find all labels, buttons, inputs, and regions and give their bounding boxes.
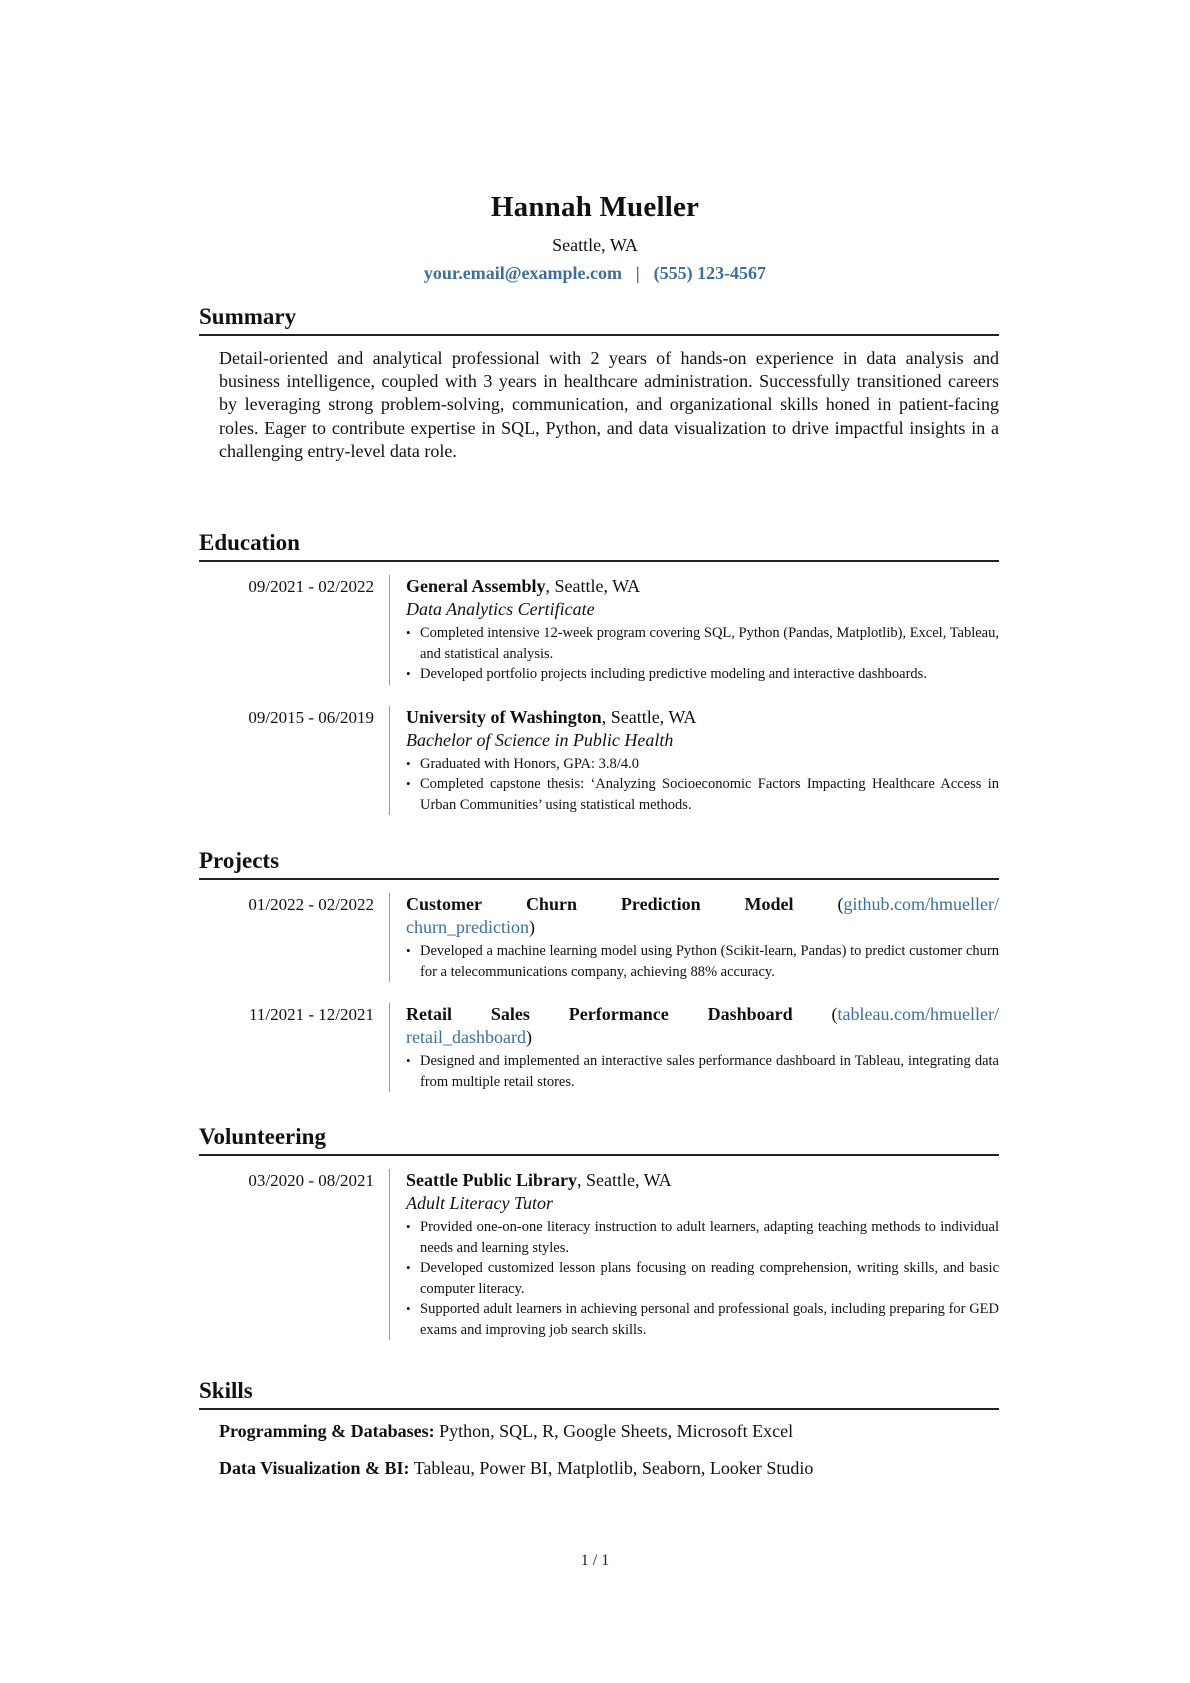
entry-body [390, 893, 999, 982]
section-title-projects: Projects [199, 847, 999, 880]
entry-role: Adult Literacy Tutor [406, 1193, 554, 1213]
section-title-volunteering: Volunteering [199, 1123, 999, 1156]
entry-date: 09/2021 - 02/2022 [199, 575, 390, 685]
phone-link[interactable]: (555) 123-4567 [653, 263, 767, 283]
project-title-line [406, 1003, 999, 1026]
contact-separator: | [635, 263, 640, 283]
project-title-word: Customer [406, 894, 482, 914]
entry-body [390, 1003, 999, 1092]
projects-section [199, 847, 999, 1092]
bullet-item: • Provided one-on-one literacy instruction to adult learners, adapting teaching methods to individual needs and learning styles. [406, 1217, 999, 1258]
entry-bullets [406, 1051, 999, 1092]
entry-degree: Data Analytics Certificate [406, 599, 595, 619]
entry-org: Seattle Public Library [406, 1170, 577, 1190]
email-link[interactable]: your.email@example.com [423, 263, 622, 283]
volunteering-entry [199, 1169, 999, 1340]
skill-row [219, 1420, 999, 1443]
project-title-word: Sales [490, 1004, 530, 1024]
skill-value: Tableau, Power BI, Matplotlib, Seaborn, Looker Studio [409, 1458, 814, 1478]
entry-date: 03/2020 - 08/2021 [199, 1169, 390, 1340]
project-title-word: Retail [406, 1004, 452, 1024]
summary-section [199, 303, 999, 463]
volunteering-section [199, 1123, 999, 1340]
project-link-start [832, 1003, 999, 1026]
bullet-item: • Supported adult learners in achieving personal and professional goals, including preparing for GED exams and improving job search skills. [406, 1299, 999, 1340]
entry-org: General Assembly [406, 576, 546, 596]
open-paren: ( [837, 894, 844, 914]
candidate-location: Seattle, WA [552, 235, 638, 255]
project-title-word: Model [744, 894, 794, 914]
project-link-line [406, 1026, 999, 1049]
contact-line [0, 262, 1190, 284]
entry-location: , Seattle, WA [545, 576, 641, 596]
summary-text: Detail-oriented and analytical professional with 2 years of hands-on experience in data analysis and business intelligence, coupled with 3 years in healthcare administration. Successfully transitioned careers by leveraging strong problem-solving, communication, and organizational skills honed in patient-facing roles. Eager to contribute expertise in SQL, Python, and data visualization to drive impactful insights in a challenging entry-level data role. [219, 348, 999, 461]
bullet-item: • Graduated with Honors, GPA: 3.8/4.0 [406, 754, 999, 775]
entry-location: , Seattle, WA [601, 706, 697, 727]
entry-body [390, 575, 999, 685]
skills-section [199, 1377, 999, 1494]
skill-row [219, 1457, 999, 1480]
skills-list [219, 1420, 999, 1480]
project-title-word: Prediction [620, 894, 701, 914]
resume-header [0, 190, 1190, 284]
project-title-word: Performance [568, 1004, 669, 1024]
skill-label: Data Visualization & BI: [219, 1458, 410, 1478]
education-entry [199, 706, 999, 816]
entry-bullets [406, 1217, 999, 1340]
page-indicator: 1 / 1 [580, 1552, 610, 1569]
entry-date: 01/2022 - 02/2022 [199, 893, 390, 982]
candidate-name: Hannah Mueller [490, 191, 700, 223]
close-paren: ) [528, 917, 535, 937]
skill-value: Python, SQL, R, Google Sheets, Microsoft Excel [434, 1421, 794, 1441]
project-entry [199, 1003, 999, 1092]
project-title-line [406, 893, 999, 916]
bullet-item: • Designed and implemented an interactive sales performance dashboard in Tableau, integrating data from multiple retail stores. [406, 1051, 999, 1092]
entry-location: , Seattle, WA [576, 1170, 672, 1190]
project-link-start [837, 893, 998, 916]
section-title-skills: Skills [199, 1377, 999, 1410]
project-link-line [406, 916, 999, 939]
project-title-word: Churn [525, 894, 577, 914]
bullet-item: • Completed intensive 12-week program covering SQL, Python (Pandas, Matplotlib), Excel, Tableau, and statistical analysis. [406, 623, 999, 664]
bullet-item: • Developed portfolio projects including predictive modeling and interactive dashboards. [406, 664, 999, 685]
section-title-summary: Summary [199, 303, 999, 336]
entry-bullets [406, 623, 999, 685]
entry-bullets [406, 941, 999, 982]
entry-org: University of Washington [406, 706, 602, 727]
bullet-item: • Developed customized lesson plans focusing on reading comprehension, writing skills, and basic computer literacy. [406, 1258, 999, 1299]
bullet-item: • Completed capstone thesis: ‘Analyzing Socioeconomic Factors Impacting Healthcare Access in Urban Communities’ using statistical methods. [406, 774, 999, 815]
project-link-continued[interactable]: churn_prediction [406, 917, 529, 937]
entry-date: 11/2021 - 12/2021 [199, 1003, 390, 1092]
project-entry [199, 893, 999, 982]
project-link[interactable]: github.com/hmueller/ [843, 894, 999, 914]
entry-headline [406, 575, 999, 598]
entry-headline [406, 706, 999, 729]
entry-date: 09/2015 - 06/2019 [199, 706, 390, 816]
close-paren: ) [525, 1027, 532, 1047]
entry-body [390, 1169, 999, 1340]
entry-headline [406, 1169, 999, 1192]
entry-degree: Bachelor of Science in Public Health [406, 729, 674, 750]
project-link[interactable]: tableau.com/hmueller/ [837, 1004, 999, 1024]
education-entry [199, 575, 999, 685]
entry-body [390, 706, 999, 816]
skill-label: Programming & Databases: [219, 1421, 435, 1441]
open-paren: ( [831, 1004, 838, 1024]
bullet-item: • Developed a machine learning model using Python (Scikit-learn, Pandas) to predict customer churn for a telecommunications company, achieving 88% accuracy. [406, 941, 999, 982]
entry-bullets [406, 754, 999, 816]
project-title-word: Dashboard [707, 1004, 793, 1024]
project-link-continued[interactable]: retail_dashboard [406, 1027, 526, 1047]
section-title-education: Education [199, 529, 999, 562]
education-section [199, 529, 999, 815]
